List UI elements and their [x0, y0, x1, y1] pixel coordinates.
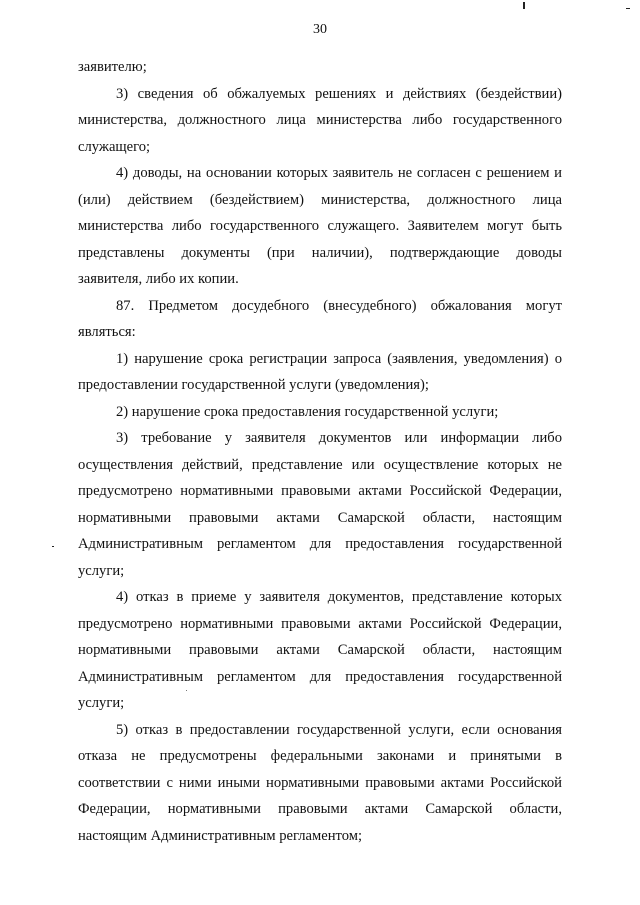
- scan-artifact-mark: [186, 690, 187, 691]
- paragraph-87-item-2: 2) нарушение срока предоставления государственной услуги;: [116, 403, 499, 420]
- paragraph-87-item-4: 4) отказ в приеме у заявителя документов, представление которых предусмотрено нормативными правовыми актами Российской Федерации, нормативными правовыми актами Самарской области, настоящим Административным регламентом для предоставления государственной услуги;: [78, 589, 562, 711]
- scan-artifact-mark: [523, 2, 525, 9]
- scan-artifact-mark: [52, 546, 54, 547]
- paragraph-item-3-decisions: 3) сведения об обжалуемых решениях и действиях (бездействии) министерства, должностного лица министерства либо государственного служащего;: [78, 85, 562, 155]
- paragraph-87-item-5: 5) отказ в предоставлении государственной услуги, если основания отказа не предусмотрены федеральными законами и принятыми в соответствии с ними иными нормативными правовыми актами Российской Федерации, нормативными правовыми актами Самарской области, настоящим Административным регламентом;: [78, 721, 562, 844]
- paragraph-87-item-3: 3) требование у заявителя документов или информации либо осуществления действий, представление или осуществление которых не предусмотрено нормативными правовыми актами Российской Федерации, нормативными правовыми актами Самарской области, настоящим Административным регламентом для предоставления государственной услуги;: [78, 430, 562, 579]
- paragraph-87-subject: 87. Предметом досудебного (внесудебного) обжалования могут являться:: [78, 297, 562, 340]
- paragraph-applicant-end: заявителю;: [78, 59, 147, 75]
- paragraph-item-4-arguments: 4) доводы, на основании которых заявитель не согласен с решением и (или) действием (бездействием) министерства, должностного лица министерства либо государственного служащего. Заявителем могут быть представлены документы (при наличии), подтверждающие доводы заявителя, либо их копии.: [78, 165, 562, 287]
- document-body: [78, 54, 562, 849]
- scan-artifact-mark: [626, 8, 630, 9]
- page-number: 30: [313, 22, 327, 37]
- paragraph-87-item-1: 1) нарушение срока регистрации запроса (заявления, уведомления) о предоставлении государственной услуги (уведомления);: [78, 350, 562, 393]
